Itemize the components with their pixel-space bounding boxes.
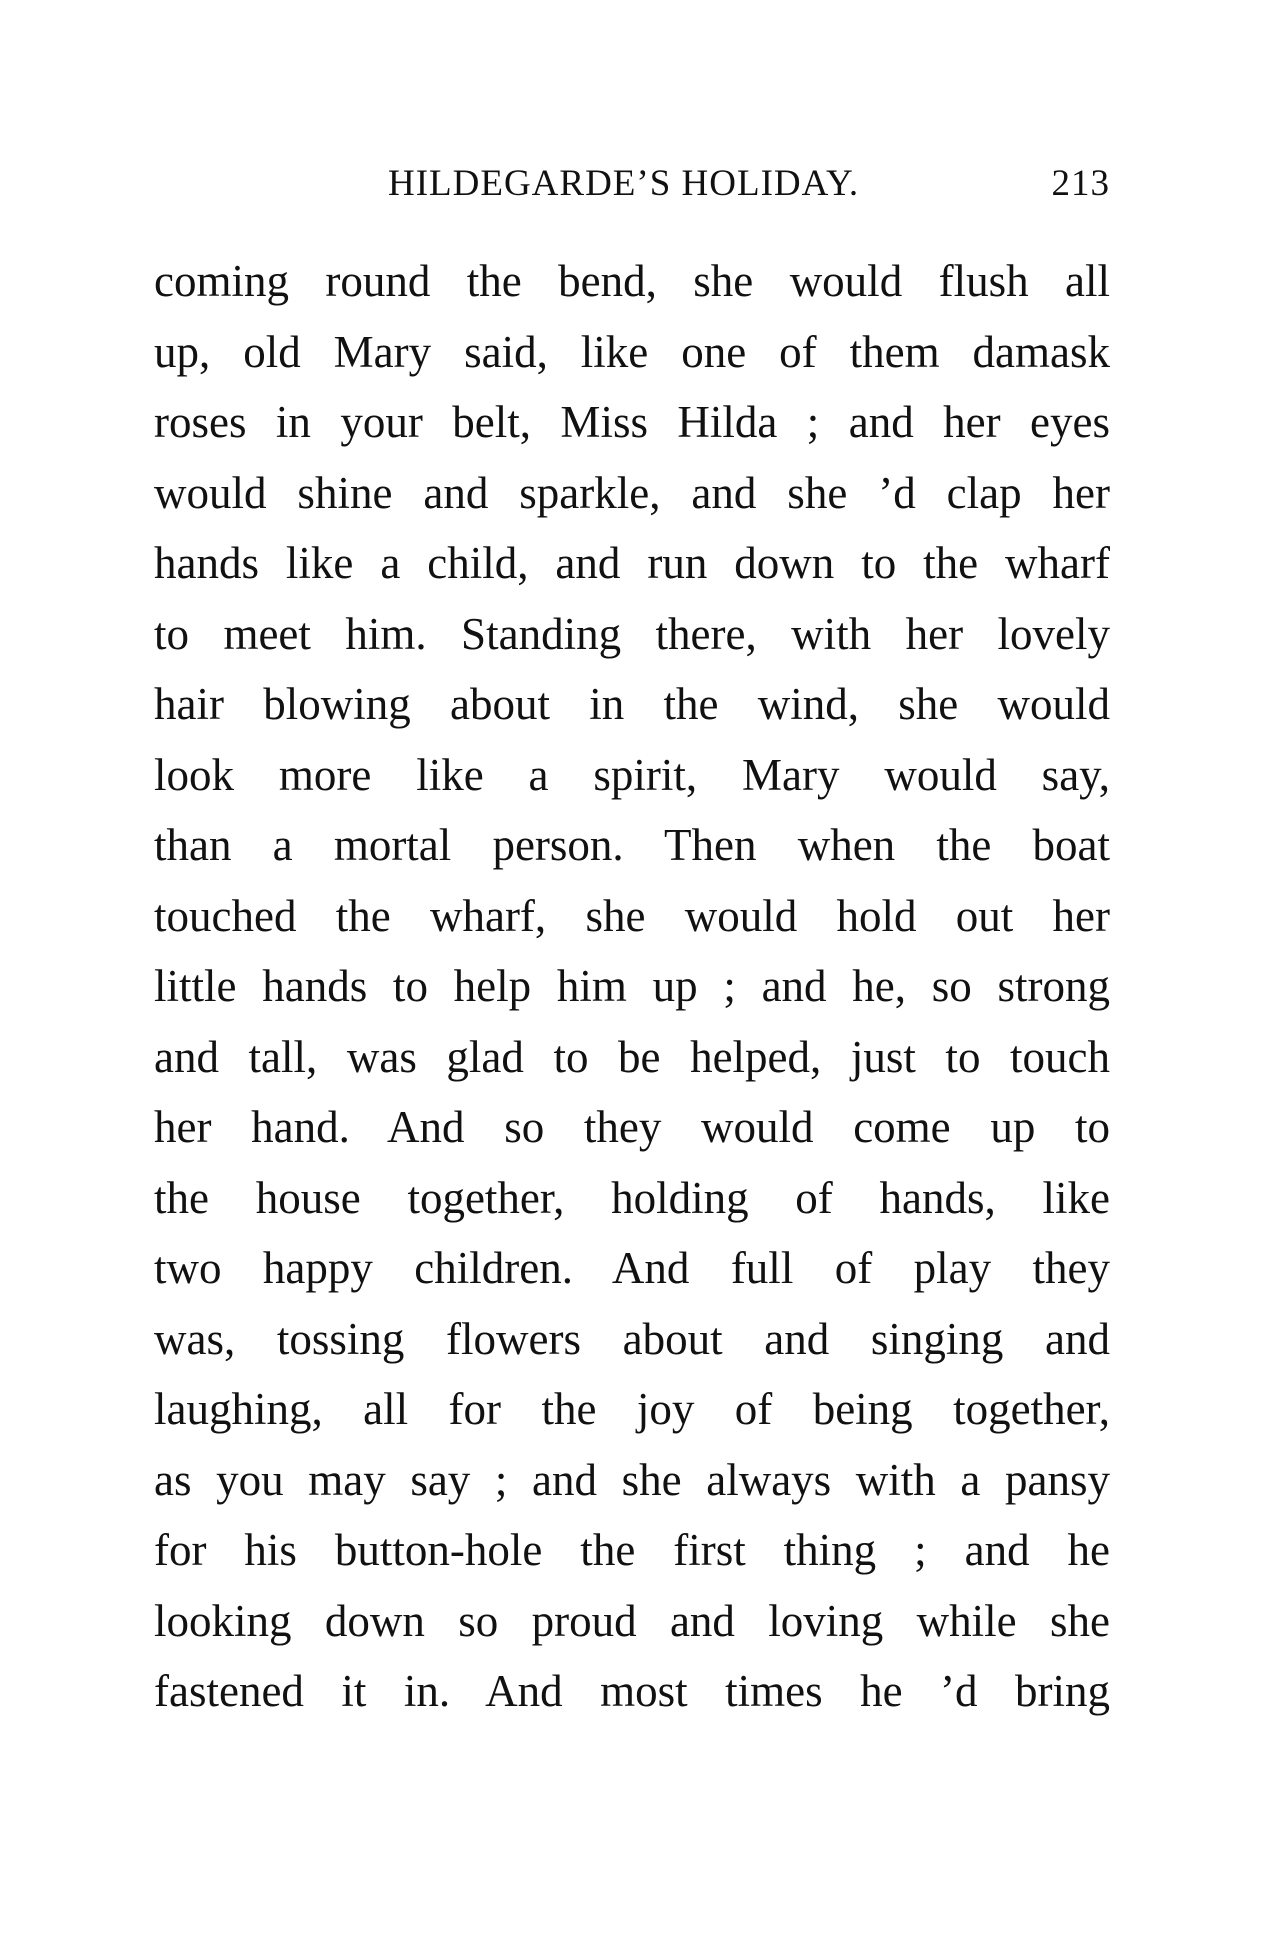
- text-line: little hands to help him up ; and he, so strong: [154, 961, 1110, 1011]
- text-line: up, old Mary said, like one of them damask: [154, 326, 1110, 377]
- text-line: laughing, all for the joy of being together,: [154, 1384, 1110, 1434]
- text-line: would shine and sparkle, and she ’d clap her: [154, 467, 1110, 518]
- text-line: to meet him. Standing there, with her lovely: [154, 608, 1110, 659]
- text-line: two happy children. And full of play they: [154, 1243, 1110, 1293]
- page-number: 213: [1051, 163, 1110, 204]
- text-line: hands like a child, and run down to the wharf: [154, 538, 1110, 588]
- text-line: coming round the bend, she would flush all: [154, 256, 1110, 306]
- running-head: [150, 162, 1110, 212]
- text-line: looking down so proud and loving while she: [154, 1595, 1110, 1646]
- text-line: the house together, holding of hands, like: [154, 1172, 1110, 1223]
- text-line: touched the wharf, she would hold out her: [154, 890, 1110, 941]
- text-line: roses in your belt, Miss Hilda ; and her eyes: [154, 397, 1110, 447]
- running-title: HILDEGARDE’S HOLIDAY.: [388, 163, 860, 204]
- body-text: [154, 246, 1110, 1727]
- text-line: was, tossing flowers about and singing and: [154, 1313, 1110, 1364]
- text-line: and tall, was glad to be helped, just to touch: [154, 1031, 1110, 1082]
- text-line: for his button-hole the first thing ; and he: [154, 1525, 1110, 1575]
- text-line: as you may say ; and she always with a pansy: [154, 1454, 1110, 1505]
- text-line: fastened it in. And most times he ’d bring: [154, 1666, 1110, 1716]
- text-line: hair blowing about in the wind, she would: [154, 679, 1110, 729]
- text-line: look more like a spirit, Mary would say,: [154, 749, 1110, 800]
- text-line: her hand. And so they would come up to: [154, 1102, 1110, 1152]
- text-line: than a mortal person. Then when the boat: [154, 820, 1110, 870]
